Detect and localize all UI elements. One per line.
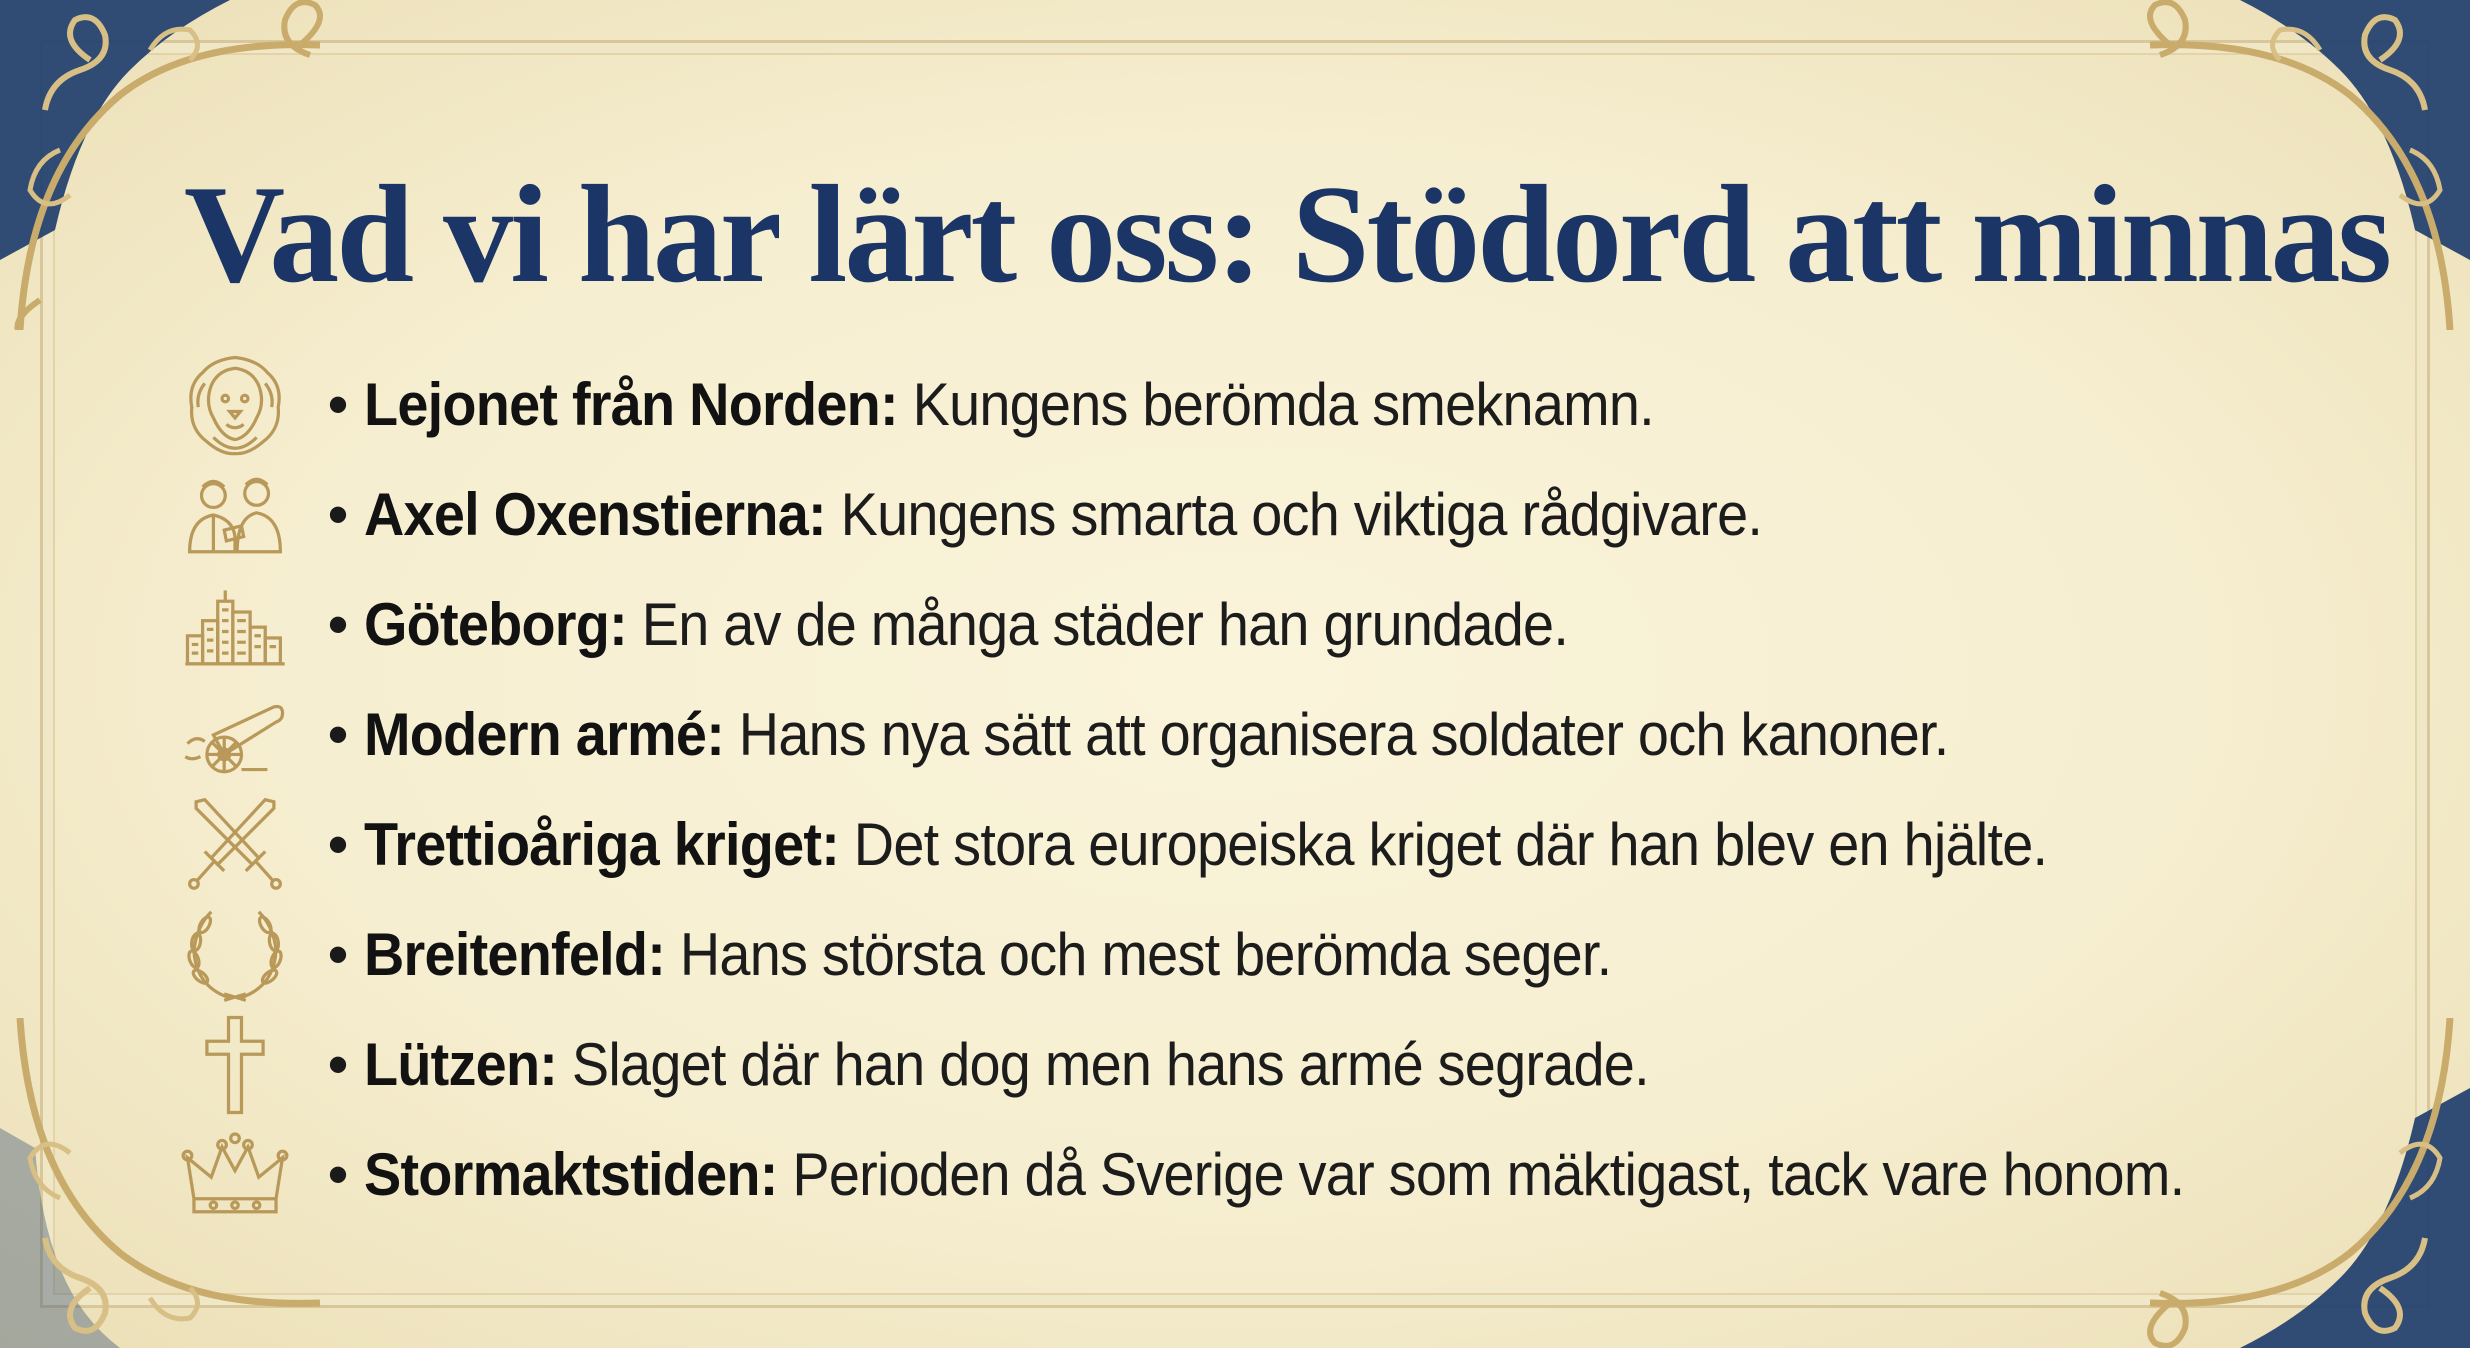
term-description: Kungens berömda smeknamn. [897,371,1654,438]
term-text [364,570,1568,680]
term-description: Det stora europeiska kriget där han blev en hjälte. [839,811,2048,878]
term-text [364,680,1949,790]
term-description: Slaget där han dog men hans armé segrade. [557,1031,1649,1098]
cross-icon [170,1010,300,1120]
advisors-icon [170,460,300,570]
term-label: Lejonet från Norden: [364,371,898,438]
term-row [170,350,2420,460]
term-text [364,900,1611,1010]
term-description: Hans nya sätt att organisera soldater och kanoner. [724,701,1949,768]
bullet: • [327,701,349,768]
term-label: Axel Oxenstierna: [364,481,826,548]
term-label: Stormaktstiden: [364,1141,778,1208]
term-text [364,790,2047,900]
term-description: En av de många städer han grundade. [626,591,1569,658]
term-row [170,900,2420,1010]
crossed-swords-icon [170,790,300,900]
bullet: • [327,591,349,658]
term-row [170,1010,2420,1120]
slide-title: Vad vi har lärt oss: Stödord att minnas [184,157,2390,312]
term-label: Modern armé: [364,701,725,768]
term-label: Lützen: [364,1031,558,1098]
term-label: Göteborg: [364,591,627,658]
term-description: Perioden då Sverige var som mäktigast, tack vare honom. [777,1141,2185,1208]
term-row [170,680,2420,790]
term-text [364,1120,2184,1230]
term-row [170,1120,2420,1230]
term-text [364,460,1762,570]
term-description: Kungens smarta och viktiga rådgivare. [825,481,1763,548]
term-text [364,350,1654,460]
laurel-wreath-icon [170,900,300,1010]
city-icon [170,570,300,680]
bullet: • [327,921,349,988]
term-row [170,790,2420,900]
cannon-icon [170,680,300,790]
crown-icon [170,1120,300,1230]
bullet: • [327,1031,349,1098]
term-text [364,1010,1649,1120]
bullet: • [327,811,349,878]
term-description: Hans största och mest berömda seger. [665,921,1612,988]
term-label: Breitenfeld: [364,921,666,988]
term-label: Trettioåriga kriget: [364,811,840,878]
bullet: • [327,371,349,438]
bullet: • [327,1141,349,1208]
term-row [170,460,2420,570]
term-row [170,570,2420,680]
lion-icon [170,350,300,460]
bullet: • [327,481,349,548]
